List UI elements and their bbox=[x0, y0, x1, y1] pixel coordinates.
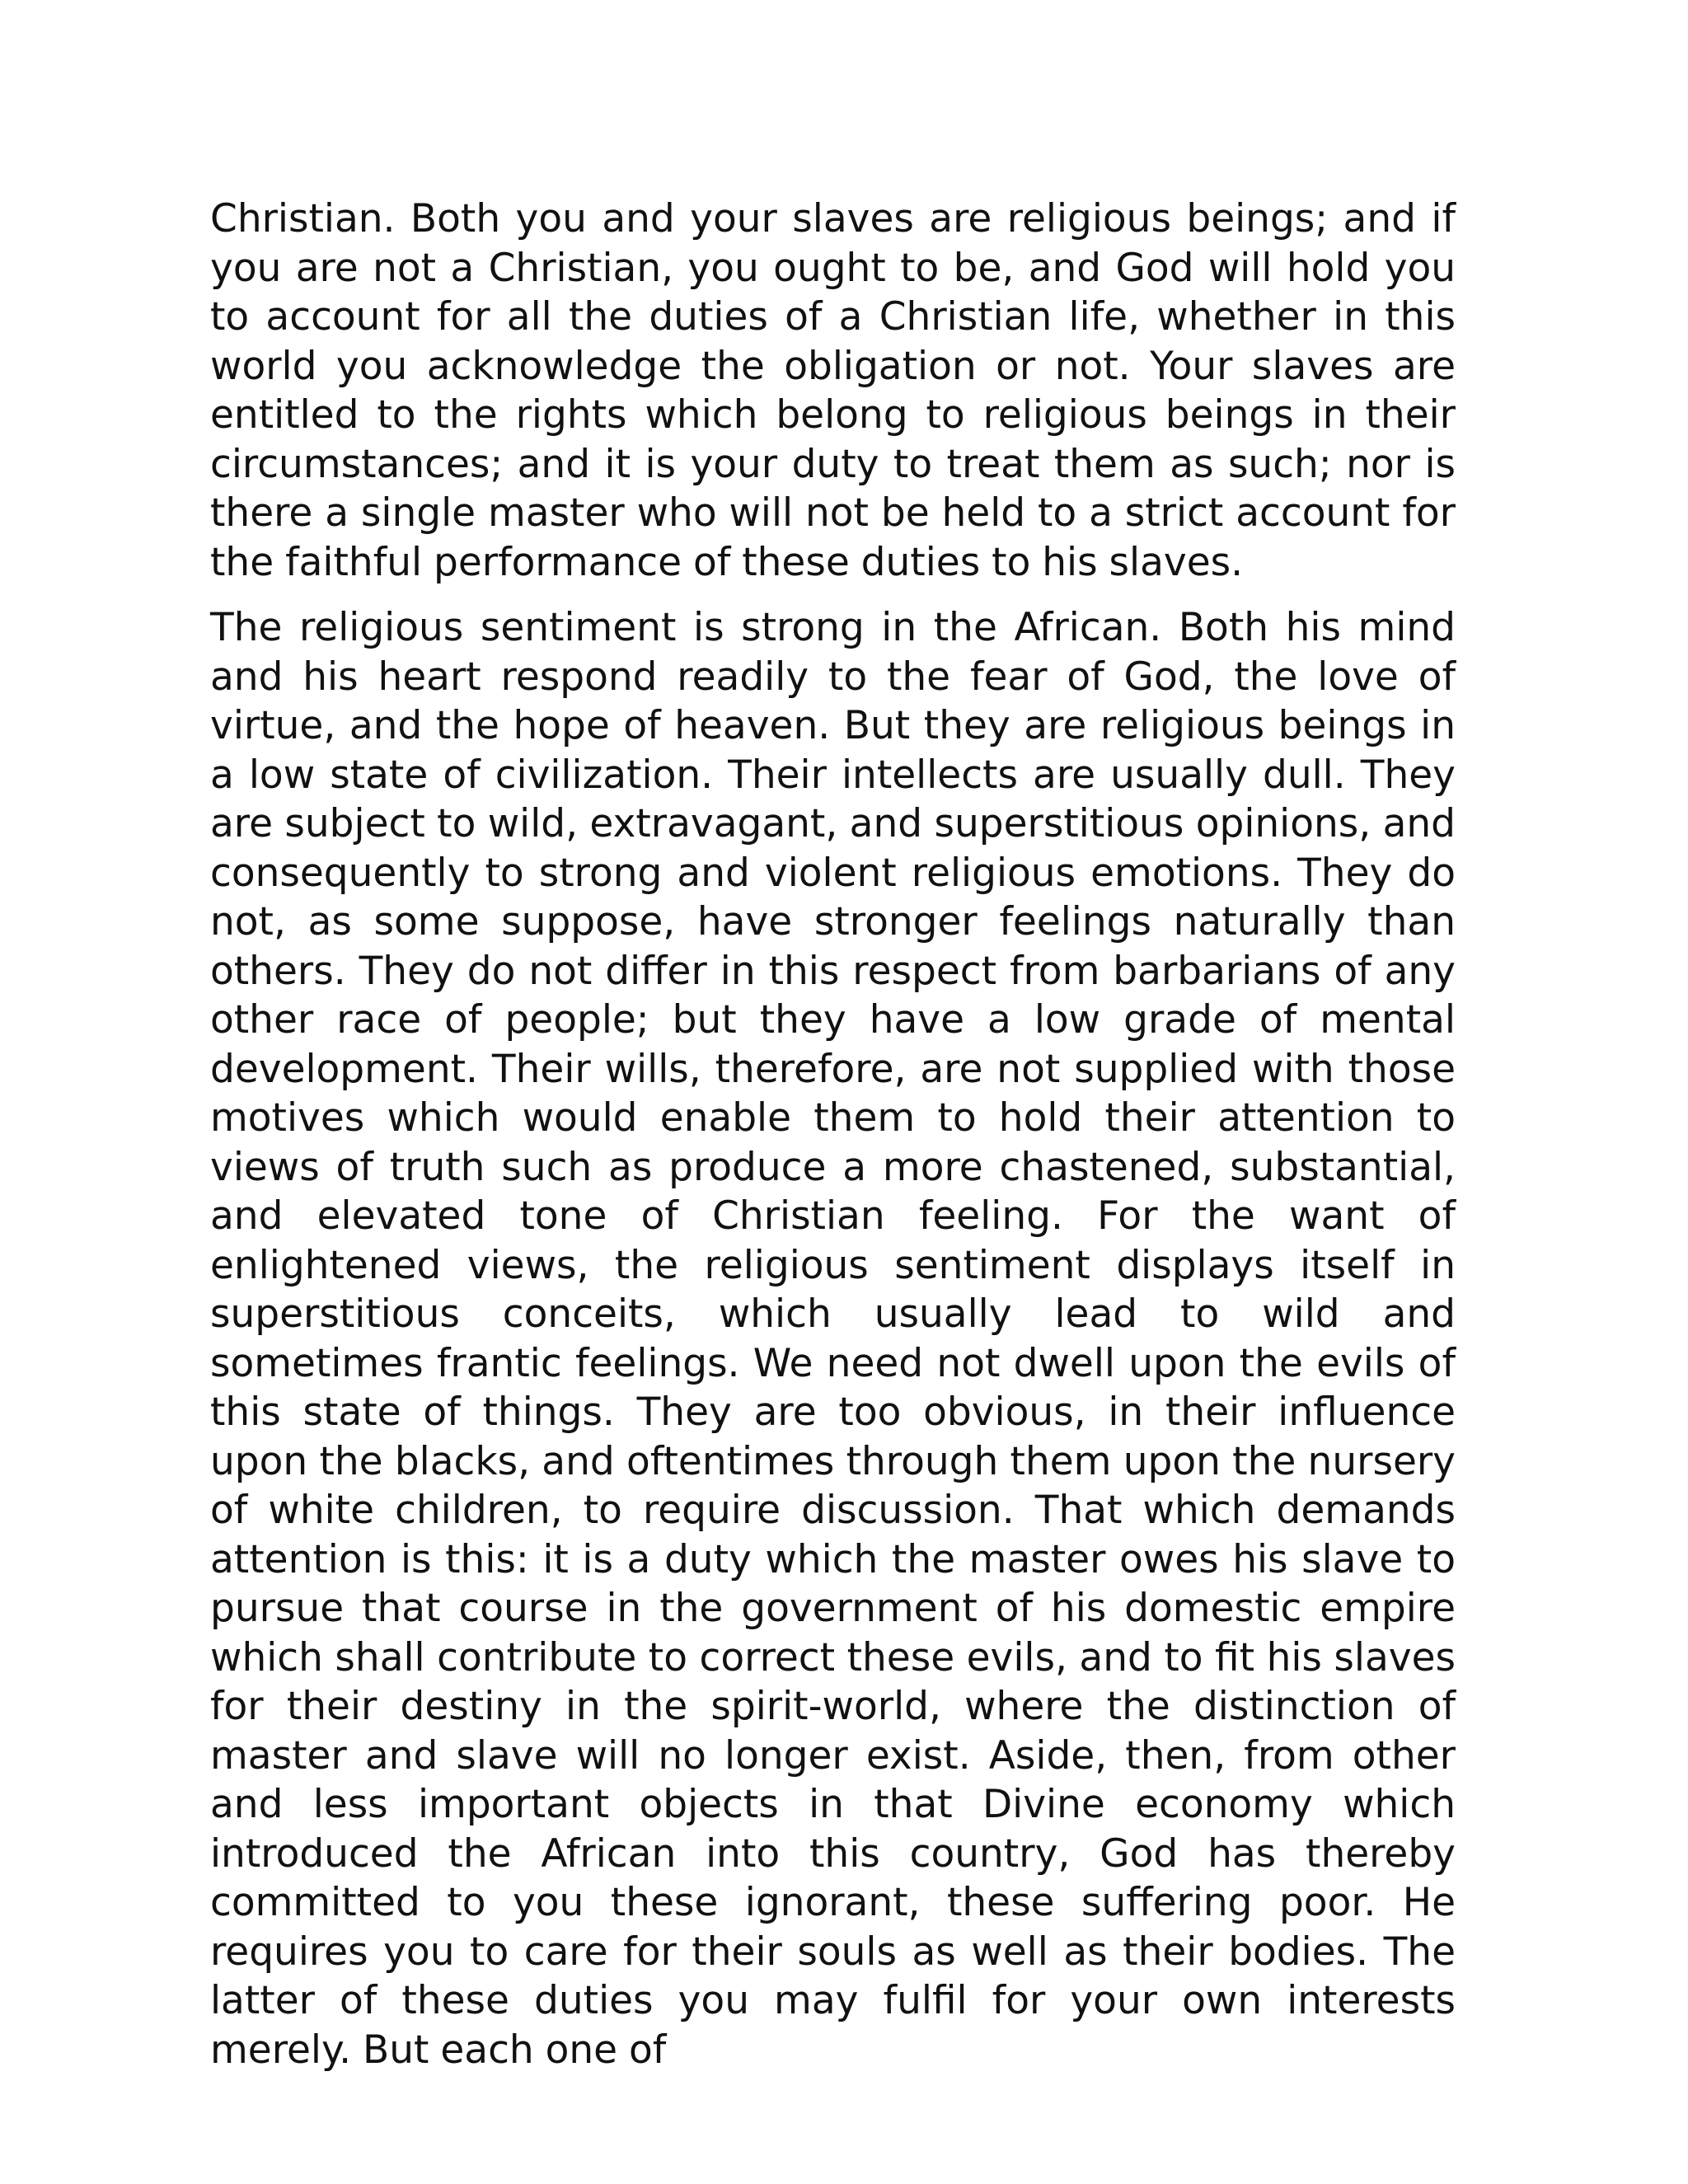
paragraph-2: The religious sentiment is strong in the African. Both his mind and his heart respond readily to the fear of God, the love of virtue, and the hope of heaven. But they are religious beings in a low state of civilization. Their intellects are usually dull. They are subject to wild, extravagant, and superstitious opinions, and consequently to strong and violent religious emotions. They do not, as some suppose, have stronger feelings naturally than others. They do not differ in this respect from barbarians of any other race of people; but they have a low grade of mental development. Their wills, therefore, are not supplied with those motives which would enable them to hold their attention to views of truth such as produce a more chastened, substantial, and elevated tone of Christian feeling. For the want of enlightened views, the religious sentiment displays itself in superstitious conceits, which usually lead to wild and sometimes frantic feelings. We need not dwell upon the evils of this state of things. They are too obvious, in their influence upon the blacks, and oftentimes through them upon the nursery of white children, to require discussion. That which demands attention is this: it is a duty which the master owes his slave to pursue that course in the government of his domestic empire which shall contribute to correct these evils, and to fit his slaves for their destiny in the spirit-world, where the distinction of master and slave will no longer exist. Aside, then, from other and less important objects in that Divine economy which introduced the African into this country, God has thereby committed to you these ignorant, these suffering poor. He requires you to care for their souls as well as their bodies. The latter of these duties you may fulfil for your own interests merely. But each one of bbox=[210, 605, 1456, 2073]
body-text bbox=[210, 194, 1456, 2074]
paragraph-1: Christian. Both you and your slaves are religious beings; and if you are not a Christian, you ought to be, and God will hold you to account for all the duties of a Christian life, whether in this world you acknowledge the obligation or not. Your slaves are entitled to the rights which belong to religious beings in their circumstances; and it is your duty to treat them as such; nor is there a single master who will not be held to a strict account for the faithful performance of these duties to his slaves. bbox=[210, 196, 1456, 585]
